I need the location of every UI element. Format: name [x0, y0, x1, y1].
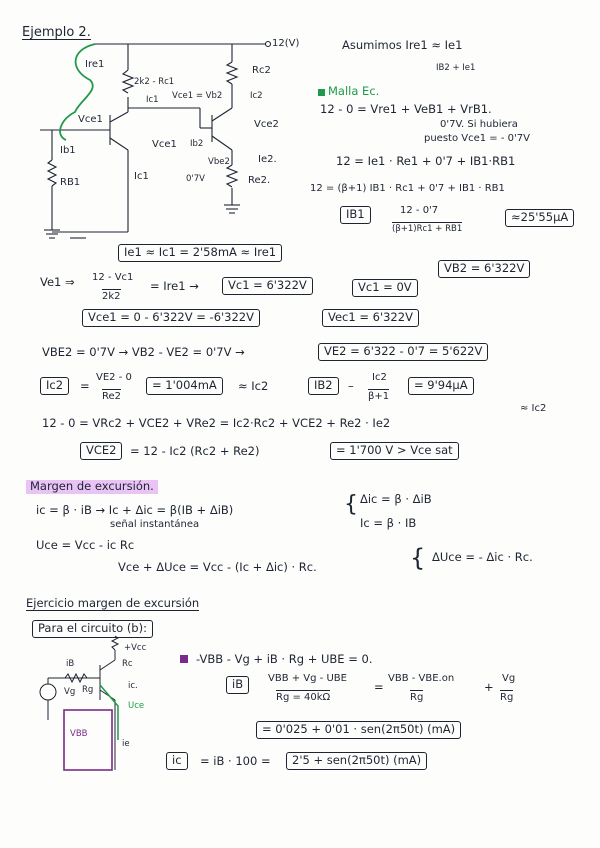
ex-ib-boxed: iB: [226, 676, 249, 694]
rc1-label: 2k2 - Rc1: [134, 77, 175, 87]
vbe2-label: Vbe2: [208, 157, 230, 167]
ib2-frac-den: β+1: [368, 391, 390, 402]
ic2-frac-num: VE2 - 0: [96, 372, 132, 383]
margen-eq1-note: señal instantánea: [110, 519, 200, 530]
ejercicio-title: Ejercicio margen de excursión: [26, 596, 200, 610]
ex-frac1-den: Rg = 40kΩ: [276, 692, 331, 703]
ve2-box: VE2 = 6'322 - 0'7 = 5'622V: [318, 343, 488, 361]
malla-eq1: 12 - 0 = Vre1 + VeB1 + VrB1.: [320, 102, 492, 116]
vce2-result: = 1'700 V > Vce sat: [330, 442, 459, 460]
ex-eq-sign: =: [374, 680, 384, 694]
ve1-lhs: Ve1 ⇒: [40, 275, 75, 289]
ex-ie: ie: [122, 739, 130, 749]
margen-title: Margen de excursión.: [26, 480, 158, 494]
margen-brace2: ΔUce = - Δic · Rc.: [432, 550, 533, 564]
ic2-boxed: Ic2: [40, 377, 69, 395]
vb2-result-box: VB2 = 6'322V: [438, 260, 530, 278]
vbe2-row-lhs: VBE2 = 0'7V → VB2 - VE2 = 0'7V →: [42, 345, 245, 359]
ex-ic-boxed: ic: [166, 752, 188, 770]
malla-eq3: 12 = (β+1) IB1 · Rc1 + 0'7 + IB1 · RB1: [310, 183, 505, 194]
ire1-label: Ire1: [85, 59, 105, 70]
vce1-vb2-label: Vce1 = Vb2: [172, 91, 223, 101]
brace-1: {: [344, 492, 358, 517]
ic1-label-2: Ic1: [134, 171, 149, 182]
ex-result2a: = iB · 100 =: [200, 754, 271, 768]
brace-2: {: [410, 544, 426, 572]
ic2-eq: =: [80, 379, 90, 393]
ve1-frac-num: 12 - Vc1: [92, 272, 134, 283]
ex-ib: iB: [66, 659, 75, 669]
rc2-label: Rc2: [252, 65, 271, 76]
ve1-mid: = Ire1 →: [150, 279, 199, 293]
ex-rc: Rc: [122, 659, 133, 669]
vce1-label: Vce1: [152, 139, 177, 150]
vec1-box: Vec1 = 6'322V: [322, 309, 419, 327]
ib1-boxed-label: IB1: [340, 206, 371, 224]
vcc-label: 12(V): [272, 38, 300, 49]
malla-eq2: 12 = Ie1 · Re1 + 0'7 + IB1·RB1: [336, 154, 516, 168]
ejercicio-subtitle: Para el circuito (b):: [32, 620, 153, 638]
vce2-formula: = 12 - Ic2 (Rc2 + Re2): [130, 444, 260, 458]
rb1-label: RB1: [60, 177, 81, 188]
ex-frac3-num: Vg: [502, 673, 516, 684]
v07-label: 0'7V: [186, 174, 205, 184]
malla-eq1-note1: 0'7V. Si hubiera: [440, 119, 518, 130]
margen-brace1a: Δic = β · ΔiB: [360, 492, 432, 506]
ib1-fraction-num: 12 - 0'7: [400, 205, 439, 216]
vce2-label: Vce2: [254, 119, 279, 130]
ex-uce: Uce: [128, 701, 145, 711]
margen-eq3: Vce + ΔUce = Vcc - (Ic + Δic) · Rc.: [118, 560, 317, 574]
ib2-label: Ib2: [190, 139, 204, 149]
ib2-boxed: IB2: [308, 377, 339, 395]
ex-frac1-num: VBB + Vg - UBE: [268, 673, 347, 684]
kvl-note: ≈ Ic2: [520, 403, 547, 414]
ex-vbb: VBB: [70, 729, 88, 739]
ex-ic: ic.: [128, 681, 138, 691]
re2-label: Re2.: [248, 175, 271, 186]
ib2-frac-num: Ic2: [372, 372, 387, 383]
ex-frac2-num: VBB - VBE.on: [388, 673, 455, 684]
ex-frac3-den: Rg: [500, 692, 514, 703]
ex-vcc: +Vcc: [124, 643, 147, 653]
ib1-value: ≈25'55μA: [505, 209, 574, 227]
asumimos-line2: IB2 + Ie1: [436, 63, 476, 73]
ib2-dash: –: [348, 379, 354, 393]
ex-plus-sign: +: [484, 680, 494, 694]
malla-eq1-note2: puesto Vce1 = - 0'7V: [424, 133, 530, 144]
asumimos-line1: Asumimos Ire1 ≈ Ie1: [342, 38, 463, 52]
ib2-value: = 9'94μA: [408, 377, 474, 395]
vc1-box: Vc1 = 6'322V: [222, 277, 313, 295]
ve1-label: Vce1: [78, 114, 103, 125]
ex-frac2-den: Rg: [410, 692, 424, 703]
ib1-label: Ib1: [60, 145, 76, 156]
ic1-label: Ic1: [146, 95, 159, 105]
vc1-zero-box: Vc1 = 0V: [352, 279, 418, 297]
malla-title: Malla Ec.: [328, 84, 380, 98]
ex-result2b: 2'5 + sen(2π50t) (mA): [286, 752, 427, 770]
vce2-boxed: VCE2: [80, 442, 122, 460]
margen-eq1: ic = β · iB → Ic + Δic = β(IB + ΔiB): [36, 503, 234, 517]
ic2-approx: ≈ Ic2: [238, 379, 269, 393]
page-title: Ejemplo 2.: [22, 25, 91, 40]
ib1-fraction-den: (β+1)Rc1 + RB1: [392, 224, 463, 234]
kvl-eq: 12 - 0 = VRc2 + VCE2 + VRe2 = Ic2·Rc2 + VCE2 + Re2 · Ie2: [42, 416, 391, 430]
ic2-frac-den: Re2: [102, 391, 122, 402]
margen-eq2: Uce = Vcc - ic Rc: [36, 538, 135, 552]
ex-result1: = 0'025 + 0'01 · sen(2π50t) (mA): [256, 721, 461, 739]
ic2-value: = 1'004mA: [146, 377, 223, 395]
ex-rg: Rg: [82, 685, 94, 695]
ve1-frac-den: 2k2: [102, 291, 121, 302]
ex-vg: Vg: [64, 687, 76, 697]
ex-eq1: -VBB - Vg + iB · Rg + UBE = 0.: [196, 652, 373, 666]
margen-brace1b: Ic = β · IB: [360, 516, 417, 530]
ie2-label: Ie2.: [258, 154, 277, 165]
ie1-result-box: Ie1 ≈ Ic1 = 2'58mA ≈ Ire1: [118, 244, 282, 262]
ic2-label: Ic2: [250, 91, 263, 101]
vce1-box: Vce1 = 0 - 6'322V = -6'322V: [82, 309, 260, 327]
